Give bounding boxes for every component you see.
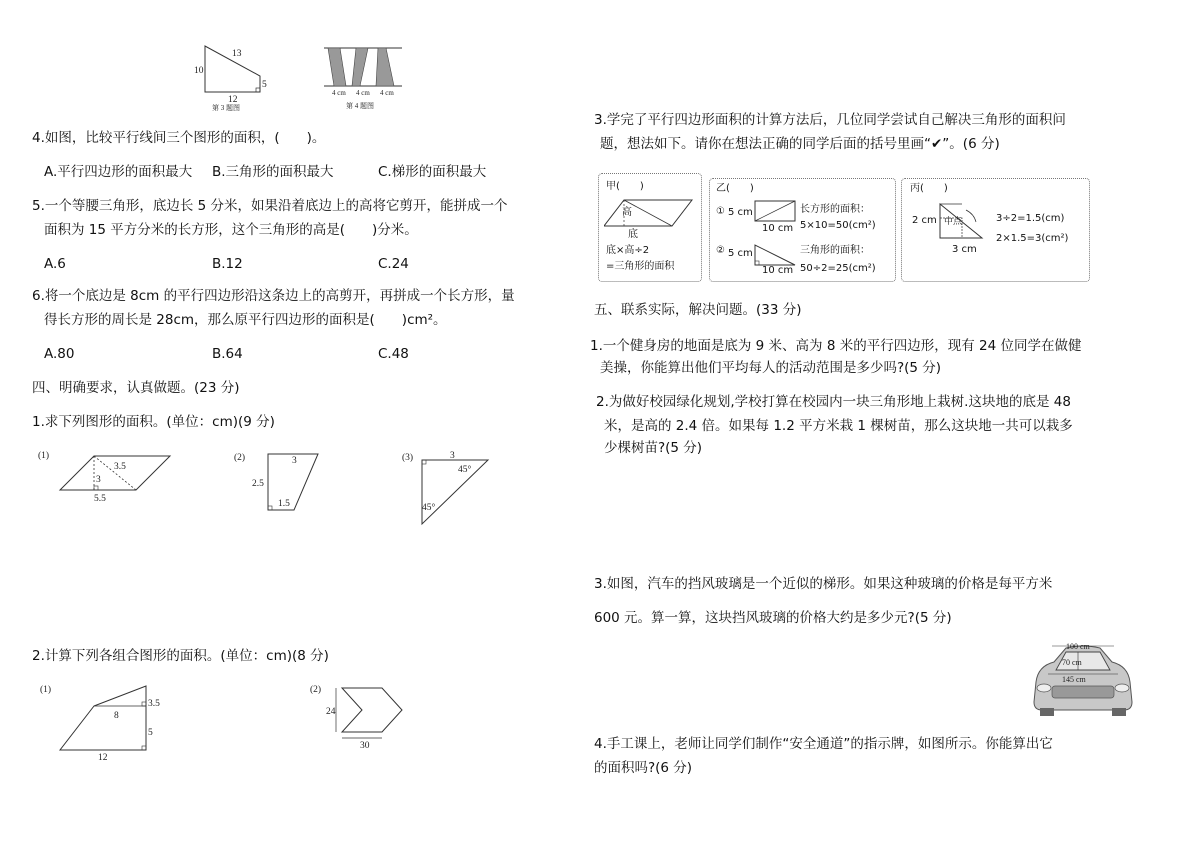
fig4-label-3: 4 cm	[380, 89, 394, 97]
r-p2-line2: 米，是高的 2.4 倍。如果每 1.2 平方米栽 1 棵树苗，那么这块地一共可以栽多	[604, 418, 1073, 434]
r-q3-line1: 3.学完了平行四边形面积的计算方法后，几位同学尝试自己解决三角形的面积问	[594, 112, 1066, 128]
q6-line2: 得长方形的周长是 28cm，那么原平行四边形的面积是( )cm²。	[44, 312, 447, 328]
fig3-right-label: 5	[262, 80, 267, 90]
s4q2-fig2-h: 24	[326, 707, 336, 717]
s4q2-fig1-b: 8	[114, 711, 119, 721]
bing-label: 丙( )	[910, 183, 948, 194]
fig3-left-label: 10	[194, 66, 204, 76]
yi-label: 乙( )	[716, 183, 754, 194]
s4q1-fig2-top: 3	[292, 456, 297, 466]
r-p1-line2: 美操，你能算出他们平均每人的活动范围是多少吗?(5 分)	[600, 360, 942, 376]
s4q1-stem: 1.求下列图形的面积。(单位：cm)(9 分)	[32, 414, 275, 430]
q5-option-c: C.24	[378, 256, 409, 272]
bing-h: 2 cm	[912, 215, 937, 226]
yi-h2: 5 cm	[728, 248, 753, 259]
section5-heading: 五、联系实际，解决问题。(33 分)	[594, 302, 802, 318]
r-p3-line1: 3.如图，汽车的挡风玻璃是一个近似的梯形。如果这种玻璃的价格是每平方米	[594, 576, 1053, 592]
s4q1-fig3-angle-bottom: 45°	[422, 503, 436, 513]
s4q1-fig1-height: 3	[96, 475, 101, 485]
fig3-top-label: 13	[232, 49, 242, 59]
yi-rect-area-label: 长方形的面积：	[800, 204, 870, 215]
s4q1-fig1-base: 5.5	[94, 494, 106, 504]
r-p3-line2: 600 元。算一算，这块挡风玻璃的价格大约是多少元?(5 分)	[594, 610, 952, 626]
s4q2-fig1-num: (1)	[40, 685, 52, 695]
figure-q4-shapes	[322, 44, 412, 112]
figure-q3-trapezoid	[190, 40, 280, 112]
q4-option-a: A.平行四边形的面积最大	[44, 164, 193, 180]
r-p1-line1: 1.一个健身房的地面是底为 9 米、高为 8 米的平行四边形，现有 24 位同学在做健	[590, 338, 1082, 354]
q5-line2: 面积为 15 平方分米的长方形，这个三角形的高是( )分米。	[44, 222, 418, 238]
fig4-caption: 第 4 题图	[346, 102, 374, 110]
fig3-caption: 第 3 题图	[212, 104, 240, 112]
r-p2-line1: 2.为做好校园绿化规划,学校打算在校园内一块三角形地上栽树.这块地的底是 48	[596, 394, 1071, 410]
s4q2-fig1-c: 5	[148, 728, 153, 738]
fig3-bottom-label: 12	[228, 95, 238, 105]
bing-mid: 中点	[944, 217, 963, 227]
jia-formula2: =三角形的面积	[606, 261, 675, 272]
section4-heading: 四、明确要求，认真做题。(23 分)	[32, 380, 240, 396]
s4q1-fig1-parallelogram	[36, 446, 176, 508]
q4-stem: 4.如图，比较平行线间三个图形的面积，( )。	[32, 130, 326, 146]
s4q2-fig1-a: 3.5	[148, 699, 160, 709]
jia-parallelogram	[604, 196, 696, 240]
q5-option-b: B.12	[212, 256, 243, 272]
jia-formula1: 底×高÷2	[606, 245, 650, 256]
yi-tri-area-calc: 50÷2=25(cm²)	[800, 263, 876, 274]
jia-di: 底	[628, 229, 638, 240]
car-bottom-label: 145 cm	[1062, 675, 1086, 684]
s4q1-fig2-num: (2)	[234, 453, 246, 463]
car-height-label: 70 cm	[1062, 658, 1082, 667]
car-windshield-figure	[1028, 640, 1138, 720]
q4-option-c: C.梯形的面积最大	[378, 164, 487, 180]
r-p2-line3: 少棵树苗?(5 分)	[604, 440, 703, 456]
s4q1-fig2-height: 2.5	[252, 479, 264, 489]
car-top-label: 100 cm	[1066, 642, 1090, 651]
s4q2-fig2-w: 30	[360, 741, 370, 751]
yi-num1: ①	[716, 206, 725, 217]
yi-h1: 5 cm	[728, 207, 753, 218]
yi-w1: 10 cm	[762, 223, 794, 234]
bing-w: 3 cm	[952, 244, 977, 255]
s4q1-fig3-top: 3	[450, 451, 455, 461]
fig4-label-2: 4 cm	[356, 89, 370, 97]
q5-line1: 5.一个等腰三角形，底边长 5 分米，如果沿着底边上的高将它剪开，能拼成一个	[32, 198, 508, 214]
yi-tri-area-label: 三角形的面积：	[800, 245, 870, 256]
q5-option-a: A.6	[44, 256, 66, 272]
fig4-label-1: 4 cm	[332, 89, 346, 97]
r-q3-line2: 题，想法如下。请你在想法正确的同学后面的括号里画“✔”。(6 分)	[600, 136, 1000, 152]
r-p4-line2: 的面积吗?(6 分)	[594, 760, 693, 776]
s4q2-fig2-num: (2)	[310, 685, 322, 695]
s4q1-fig2-trapezoid	[232, 448, 332, 514]
q4-option-b: B.三角形的面积最大	[212, 164, 334, 180]
q6-line1: 6.将一个底边是 8cm 的平行四边形沿这条边上的高剪开，再拼成一个长方形，量	[32, 288, 515, 304]
s4q2-stem: 2.计算下列各组合图形的面积。(单位：cm)(8 分)	[32, 648, 329, 664]
q6-option-b: B.64	[212, 346, 243, 362]
bing-calc2: 2×1.5=3(cm²)	[996, 233, 1069, 244]
s4q1-fig3-angle-top: 45°	[458, 465, 472, 475]
q6-option-a: A.80	[44, 346, 75, 362]
s4q1-fig1-side: 3.5	[114, 462, 126, 472]
q6-option-c: C.48	[378, 346, 409, 362]
s4q1-fig2-bottom: 1.5	[278, 499, 290, 509]
s4q2-fig2-arrow	[308, 680, 418, 752]
jia-label: 甲( )	[606, 181, 644, 192]
s4q2-fig1-composite	[38, 680, 178, 764]
s4q1-fig3-num: (3)	[402, 453, 414, 463]
s4q2-fig1-d: 12	[98, 753, 108, 763]
yi-num2: ②	[716, 245, 725, 256]
yi-w2: 10 cm	[762, 265, 794, 276]
jia-gao: 高	[622, 207, 632, 218]
yi-rect-area-calc: 5×10=50(cm²)	[800, 220, 876, 231]
s4q1-fig1-num: (1)	[38, 451, 50, 461]
s4q1-fig3-triangle	[400, 448, 500, 528]
r-p4-line1: 4.手工课上，老师让同学们制作“安全通道”的指示牌，如图所示。你能算出它	[594, 736, 1053, 752]
bing-calc1: 3÷2=1.5(cm)	[996, 213, 1065, 224]
